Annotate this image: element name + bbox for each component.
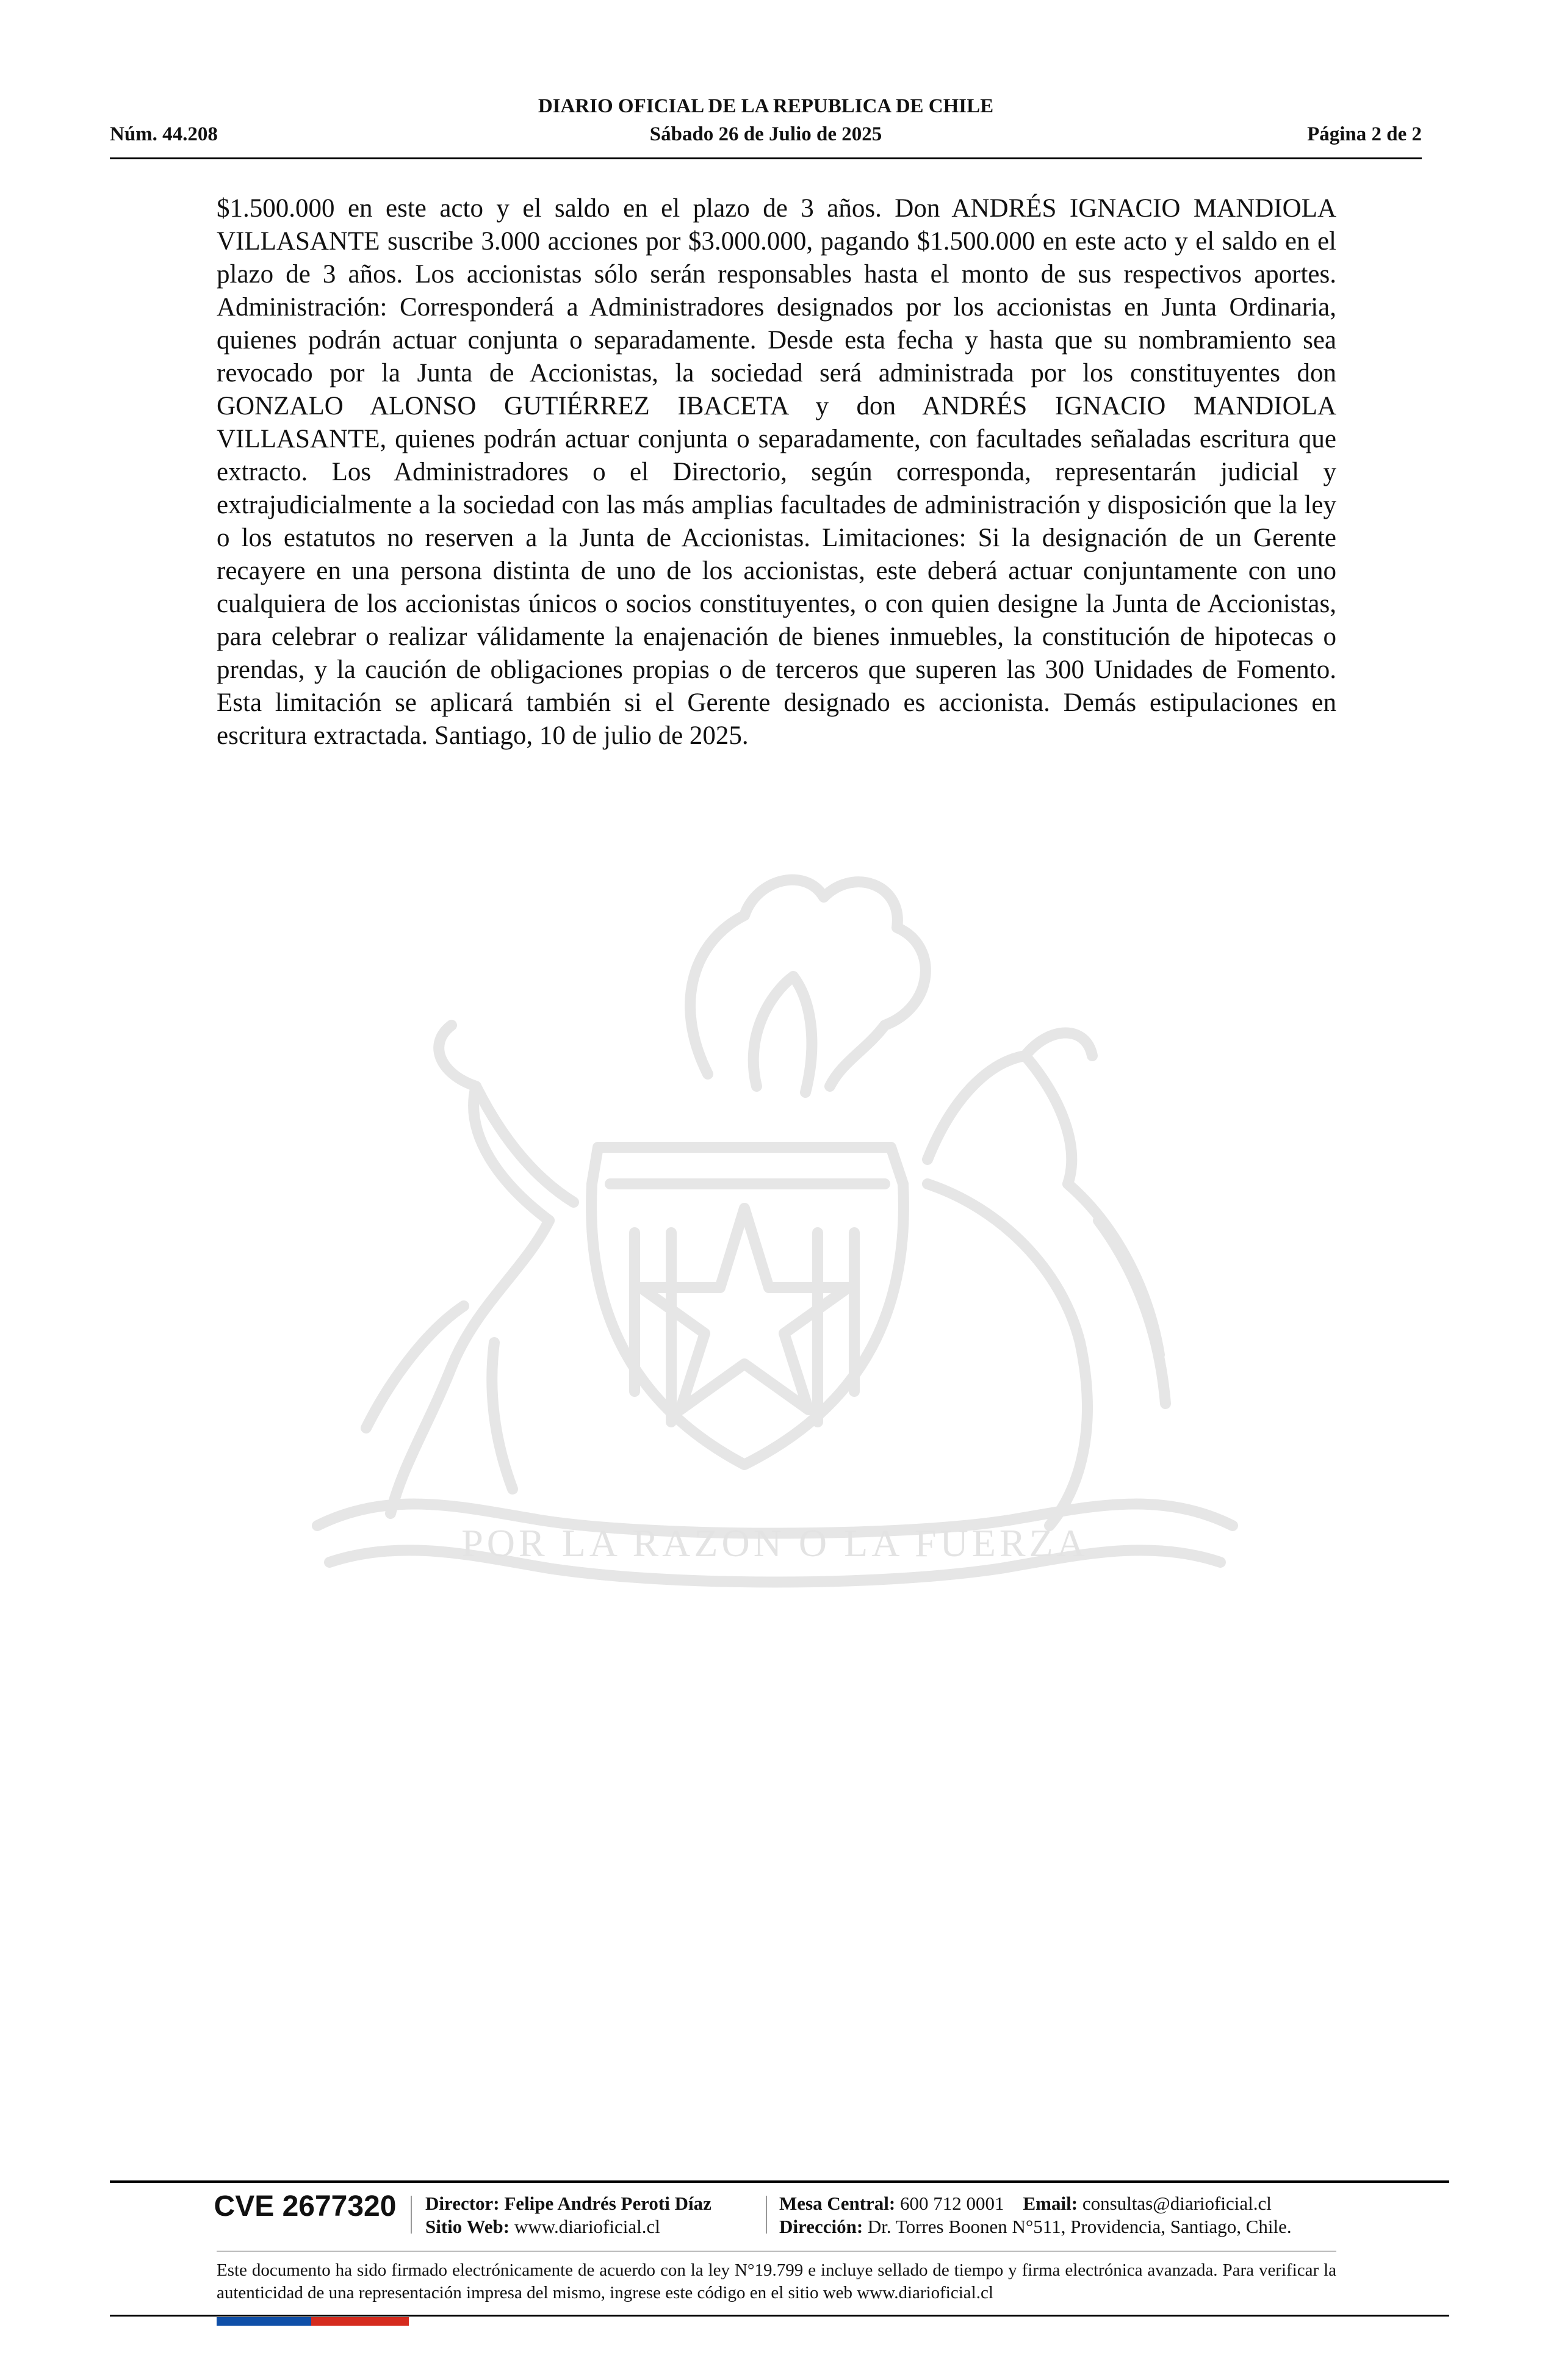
footer-divider-bottom xyxy=(110,2315,1449,2317)
publication-title: DIARIO OFICIAL DE LA REPUBLICA DE CHILE xyxy=(538,95,994,117)
phone-label: Mesa Central: xyxy=(779,2193,896,2214)
footer-separator xyxy=(766,2196,767,2234)
address-label: Dirección: xyxy=(779,2216,863,2237)
footer-divider-top xyxy=(110,2180,1449,2183)
extract-body: $1.500.000 en este acto y el saldo en el plazo de 3 años. Don ANDRÉS IGNACIO MANDIOLA VILLASANTE suscribe 3.000 acciones por $3.000.000, pagando $1.500.000 en este acto y el saldo en el plazo de 3 años. Los accionistas sólo serán responsables hasta el monto de sus respectivos aportes. Administración: Corresponderá a Administradores designados por los accionistas en Junta Ordinaria, quienes podrán actuar conjunta o separadamente. Desde esta fecha y hasta que su nombramiento sea revocado por la Junta de Accionistas, la sociedad será administrada por los constituyentes don GONZALO ALONSO GUTIÉRREZ IBACETA y don ANDRÉS IGNACIO MANDIOLA VILLASANTE, quienes podrán actuar conjunta o separadamente, con facultades señaladas escritura que extracto. Los Administradores o el Directorio, según corresponda, representarán judicial y extrajudicialmente a la sociedad con las más amplias facultades de administración y disposición que la ley o los estatutos no reserven a la Junta de Accionistas. Limitaciones: Si la designación de un Gerente recayere en una persona distinta de uno de los accionistas, este deberá actuar conjuntamente con uno cualquiera de los accionistas únicos o socios constituyentes, o con quien designe la Junta de Accionistas, para celebrar o realizar válidamente la enajenación de bienes inmuebles, la constitución de hipotecas o prendas, y la caución de obligaciones propias o de terceros que superen las 300 Unidades de Fomento. Esta limitación se aplicará también si el Gerente designado es accionista. Demás estipulaciones en escritura extractada. Santiago, 10 de julio de 2025. xyxy=(217,194,1336,750)
flag-stripe-red xyxy=(311,2317,409,2326)
issue-date: Sábado 26 de Julio de 2025 xyxy=(649,123,882,145)
address-value: Dr. Torres Boonen N°511, Providencia, Santiago, Chile. xyxy=(867,2216,1292,2237)
footer-divider-mid xyxy=(217,2251,1336,2252)
issue-number: Núm. 44.208 xyxy=(110,123,218,145)
email-link[interactable]: consultas@diarioficial.cl xyxy=(1082,2193,1272,2214)
coat-of-arms-watermark xyxy=(207,842,1342,1672)
email-label: Email: xyxy=(1023,2193,1078,2214)
footer-contact-col-2 xyxy=(779,2192,1292,2238)
page-header xyxy=(110,92,1422,159)
legal-notice: Este documento ha sido firmado electrónicamente de acuerdo con la ley N°19.799 e incluye sellado de tiempo y firma electrónica avanzada. Para verificar la autenticidad de una representación impresa del mismo, ingrese este código en el sitio web www.diarioficial.cl xyxy=(217,2260,1336,2302)
header-divider xyxy=(110,157,1422,159)
motto-text: POR LA RAZON O LA FUERZA xyxy=(461,1521,1089,1565)
footer-separator xyxy=(411,2196,412,2234)
footer-contact-col-1 xyxy=(425,2192,711,2238)
director-name: Felipe Andrés Peroti Díaz xyxy=(504,2193,711,2214)
website-label: Sitio Web: xyxy=(425,2216,510,2237)
phone-number: 600 712 0001 xyxy=(900,2193,1004,2214)
website-link[interactable]: www.diarioficial.cl xyxy=(514,2216,660,2237)
director-label: Director: xyxy=(425,2193,500,2214)
page-number: Página 2 de 2 xyxy=(1307,123,1422,145)
flag-stripe-blue xyxy=(217,2317,311,2326)
cve-code: CVE 2677320 xyxy=(214,2190,397,2223)
